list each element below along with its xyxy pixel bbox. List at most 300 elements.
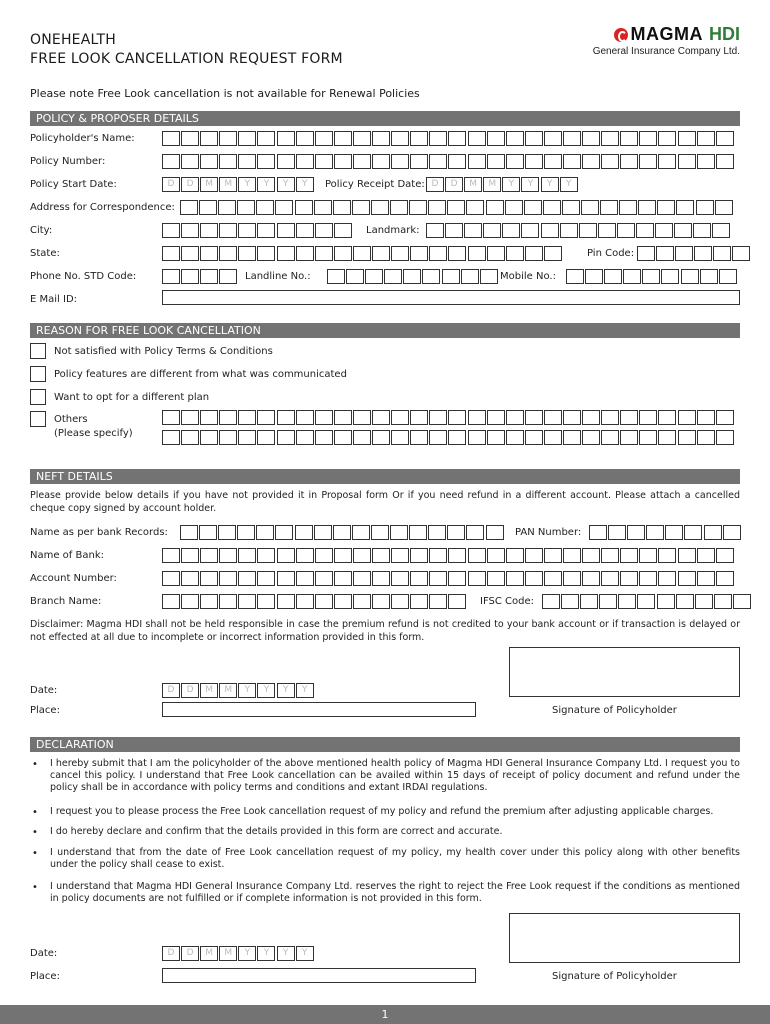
landmark-input[interactable] (426, 223, 732, 238)
char-box[interactable] (448, 594, 466, 609)
char-box[interactable] (639, 410, 657, 425)
char-box[interactable] (219, 154, 237, 169)
char-box[interactable] (256, 525, 274, 540)
char-box[interactable] (617, 223, 635, 238)
char-box[interactable] (620, 430, 638, 445)
char-box[interactable] (391, 410, 409, 425)
char-box[interactable] (487, 571, 505, 586)
char-box[interactable] (468, 571, 486, 586)
char-box[interactable] (544, 571, 562, 586)
char-box[interactable] (327, 269, 345, 284)
char-box[interactable] (581, 200, 599, 215)
char-box[interactable] (732, 246, 750, 261)
char-box[interactable] (162, 430, 180, 445)
char-box[interactable] (627, 525, 645, 540)
char-box[interactable] (219, 269, 237, 284)
char-box[interactable]: Y (257, 946, 275, 961)
char-box[interactable] (219, 223, 237, 238)
char-box[interactable] (601, 410, 619, 425)
char-box[interactable] (637, 594, 655, 609)
char-box[interactable] (372, 131, 390, 146)
char-box[interactable] (525, 410, 543, 425)
char-box[interactable] (410, 571, 428, 586)
char-box[interactable] (582, 571, 600, 586)
char-box[interactable] (296, 430, 314, 445)
char-box[interactable] (426, 223, 444, 238)
char-box[interactable] (696, 200, 714, 215)
char-box[interactable] (334, 430, 352, 445)
char-box[interactable] (200, 430, 218, 445)
char-box[interactable] (238, 246, 256, 261)
char-box[interactable] (257, 548, 275, 563)
char-box[interactable] (466, 525, 484, 540)
char-box[interactable] (524, 200, 542, 215)
char-box[interactable] (296, 594, 314, 609)
char-box[interactable] (410, 548, 428, 563)
char-box[interactable] (716, 430, 734, 445)
char-box[interactable] (333, 525, 351, 540)
char-box[interactable] (642, 269, 660, 284)
char-box[interactable] (716, 571, 734, 586)
char-box[interactable] (390, 525, 408, 540)
neft-place-input[interactable] (162, 702, 476, 717)
char-box[interactable] (384, 269, 402, 284)
char-box[interactable] (620, 410, 638, 425)
char-box[interactable]: D (181, 177, 199, 192)
char-box[interactable] (257, 223, 275, 238)
char-box[interactable] (181, 548, 199, 563)
char-box[interactable] (638, 200, 656, 215)
char-box[interactable] (723, 525, 741, 540)
char-box[interactable] (461, 269, 479, 284)
char-box[interactable] (448, 154, 466, 169)
char-box[interactable] (716, 131, 734, 146)
char-box[interactable] (277, 571, 295, 586)
char-box[interactable]: M (464, 177, 482, 192)
char-box[interactable] (447, 200, 465, 215)
char-box[interactable] (162, 269, 180, 284)
char-box[interactable] (601, 571, 619, 586)
char-box[interactable] (563, 571, 581, 586)
char-box[interactable] (391, 430, 409, 445)
char-box[interactable] (218, 525, 236, 540)
char-box[interactable] (665, 525, 683, 540)
char-box[interactable] (257, 246, 275, 261)
char-box[interactable]: Y (277, 683, 295, 698)
char-box[interactable] (715, 200, 733, 215)
char-box[interactable] (162, 410, 180, 425)
landline-input[interactable] (327, 269, 499, 284)
char-box[interactable] (678, 571, 696, 586)
char-box[interactable] (219, 410, 237, 425)
char-box[interactable] (410, 410, 428, 425)
char-box[interactable] (238, 594, 256, 609)
char-box[interactable]: Y (238, 683, 256, 698)
char-box[interactable] (428, 525, 446, 540)
char-box[interactable] (657, 200, 675, 215)
char-box[interactable] (372, 571, 390, 586)
char-box[interactable] (181, 430, 199, 445)
char-box[interactable] (296, 571, 314, 586)
char-box[interactable] (410, 131, 428, 146)
char-box[interactable] (713, 246, 731, 261)
char-box[interactable]: M (200, 946, 218, 961)
declaration-signature-box[interactable] (509, 913, 740, 963)
char-box[interactable] (162, 548, 180, 563)
char-box[interactable] (445, 223, 463, 238)
char-box[interactable] (712, 223, 730, 238)
char-box[interactable]: M (483, 177, 501, 192)
char-box[interactable] (353, 410, 371, 425)
neft-signature-box[interactable] (509, 647, 740, 697)
char-box[interactable] (655, 223, 673, 238)
char-box[interactable] (684, 525, 702, 540)
char-box[interactable] (410, 594, 428, 609)
char-box[interactable] (346, 269, 364, 284)
char-box[interactable] (429, 571, 447, 586)
char-box[interactable] (219, 548, 237, 563)
char-box[interactable]: Y (541, 177, 559, 192)
char-box[interactable]: Y (238, 177, 256, 192)
char-box[interactable] (333, 200, 351, 215)
char-box[interactable] (200, 131, 218, 146)
char-box[interactable] (314, 200, 332, 215)
char-box[interactable] (219, 430, 237, 445)
char-box[interactable] (277, 246, 295, 261)
char-box[interactable] (487, 154, 505, 169)
char-box[interactable] (544, 246, 562, 261)
char-box[interactable] (409, 525, 427, 540)
char-box[interactable] (429, 246, 447, 261)
char-box[interactable] (429, 410, 447, 425)
char-box[interactable]: Y (296, 177, 314, 192)
char-box[interactable] (315, 571, 333, 586)
char-box[interactable] (391, 548, 409, 563)
char-box[interactable] (238, 430, 256, 445)
char-box[interactable] (487, 548, 505, 563)
char-box[interactable] (295, 200, 313, 215)
char-box[interactable] (620, 548, 638, 563)
pan-number-input[interactable] (589, 525, 742, 540)
char-box[interactable] (200, 548, 218, 563)
char-box[interactable]: D (445, 177, 463, 192)
char-box[interactable] (566, 269, 584, 284)
others-specify-input-line2[interactable] (162, 430, 735, 445)
char-box[interactable] (410, 154, 428, 169)
char-box[interactable] (658, 410, 676, 425)
char-box[interactable] (487, 246, 505, 261)
char-box[interactable] (541, 223, 559, 238)
char-box[interactable] (714, 594, 732, 609)
char-box[interactable] (542, 594, 560, 609)
char-box[interactable] (525, 131, 543, 146)
ifsc-code-input[interactable] (542, 594, 752, 609)
char-box[interactable] (257, 410, 275, 425)
char-box[interactable] (658, 430, 676, 445)
char-box[interactable] (352, 525, 370, 540)
char-box[interactable] (544, 430, 562, 445)
char-box[interactable] (448, 410, 466, 425)
char-box[interactable] (468, 410, 486, 425)
mobile-input[interactable] (566, 269, 738, 284)
char-box[interactable] (372, 410, 390, 425)
char-box[interactable] (601, 131, 619, 146)
char-box[interactable] (589, 525, 607, 540)
char-box[interactable] (448, 131, 466, 146)
char-box[interactable] (296, 246, 314, 261)
char-box[interactable] (657, 594, 675, 609)
char-box[interactable] (334, 594, 352, 609)
char-box[interactable]: Y (238, 946, 256, 961)
char-box[interactable] (296, 548, 314, 563)
char-box[interactable] (391, 154, 409, 169)
char-box[interactable] (601, 548, 619, 563)
char-box[interactable] (353, 154, 371, 169)
char-box[interactable] (410, 246, 428, 261)
checkbox-different-plan[interactable] (30, 389, 46, 405)
char-box[interactable] (353, 430, 371, 445)
char-box[interactable] (563, 131, 581, 146)
char-box[interactable]: Y (277, 946, 295, 961)
char-box[interactable] (700, 269, 718, 284)
char-box[interactable] (487, 131, 505, 146)
char-box[interactable] (560, 223, 578, 238)
char-box[interactable] (448, 430, 466, 445)
char-box[interactable] (697, 571, 715, 586)
pin-code-input[interactable] (637, 246, 752, 261)
char-box[interactable] (639, 548, 657, 563)
char-box[interactable] (334, 548, 352, 563)
char-box[interactable] (716, 410, 734, 425)
char-box[interactable] (464, 223, 482, 238)
char-box[interactable] (544, 154, 562, 169)
char-box[interactable] (162, 131, 180, 146)
char-box[interactable] (238, 548, 256, 563)
char-box[interactable] (238, 131, 256, 146)
checkbox-features-different[interactable] (30, 366, 46, 382)
char-box[interactable] (200, 246, 218, 261)
char-box[interactable]: Y (502, 177, 520, 192)
char-box[interactable] (219, 131, 237, 146)
char-box[interactable]: Y (257, 683, 275, 698)
char-box[interactable] (295, 525, 313, 540)
declaration-date-input[interactable] (162, 946, 315, 961)
char-box[interactable] (658, 571, 676, 586)
address-input[interactable] (180, 200, 734, 215)
char-box[interactable] (218, 200, 236, 215)
char-box[interactable] (562, 200, 580, 215)
policy-receipt-date-input[interactable] (426, 177, 579, 192)
char-box[interactable] (639, 571, 657, 586)
char-box[interactable]: D (426, 177, 444, 192)
char-box[interactable]: M (219, 946, 237, 961)
char-box[interactable] (678, 154, 696, 169)
char-box[interactable] (219, 594, 237, 609)
char-box[interactable] (506, 410, 524, 425)
char-box[interactable] (658, 548, 676, 563)
char-box[interactable] (506, 246, 524, 261)
char-box[interactable] (162, 571, 180, 586)
char-box[interactable] (697, 430, 715, 445)
char-box[interactable] (429, 154, 447, 169)
char-box[interactable] (180, 525, 198, 540)
char-box[interactable] (694, 246, 712, 261)
char-box[interactable] (447, 525, 465, 540)
char-box[interactable] (733, 594, 751, 609)
char-box[interactable] (352, 200, 370, 215)
char-box[interactable] (582, 154, 600, 169)
char-box[interactable] (315, 548, 333, 563)
char-box[interactable] (646, 525, 664, 540)
char-box[interactable] (296, 154, 314, 169)
char-box[interactable] (619, 200, 637, 215)
char-box[interactable] (199, 525, 217, 540)
city-input[interactable] (162, 223, 353, 238)
char-box[interactable] (719, 269, 737, 284)
char-box[interactable] (162, 154, 180, 169)
char-box[interactable] (238, 154, 256, 169)
char-box[interactable] (237, 525, 255, 540)
char-box[interactable] (675, 246, 693, 261)
char-box[interactable] (334, 571, 352, 586)
char-box[interactable] (544, 131, 562, 146)
char-box[interactable] (257, 154, 275, 169)
char-box[interactable] (200, 154, 218, 169)
char-box[interactable] (365, 269, 383, 284)
branch-name-input[interactable] (162, 594, 468, 609)
char-box[interactable] (277, 410, 295, 425)
char-box[interactable] (238, 571, 256, 586)
char-box[interactable] (486, 525, 504, 540)
neft-date-input[interactable] (162, 683, 315, 698)
char-box[interactable] (525, 571, 543, 586)
char-box[interactable] (599, 594, 617, 609)
char-box[interactable] (585, 269, 603, 284)
char-box[interactable]: M (219, 683, 237, 698)
char-box[interactable] (658, 154, 676, 169)
char-box[interactable] (468, 548, 486, 563)
char-box[interactable] (716, 548, 734, 563)
char-box[interactable] (200, 571, 218, 586)
char-box[interactable] (181, 571, 199, 586)
char-box[interactable] (561, 594, 579, 609)
char-box[interactable] (580, 594, 598, 609)
char-box[interactable] (468, 131, 486, 146)
char-box[interactable] (676, 594, 694, 609)
char-box[interactable] (200, 223, 218, 238)
char-box[interactable] (277, 131, 295, 146)
char-box[interactable] (656, 246, 674, 261)
char-box[interactable] (199, 200, 217, 215)
char-box[interactable] (544, 410, 562, 425)
char-box[interactable] (448, 548, 466, 563)
char-box[interactable] (448, 571, 466, 586)
char-box[interactable] (716, 154, 734, 169)
char-box[interactable] (391, 246, 409, 261)
char-box[interactable] (391, 594, 409, 609)
char-box[interactable] (623, 269, 641, 284)
char-box[interactable] (181, 131, 199, 146)
char-box[interactable] (422, 269, 440, 284)
char-box[interactable] (466, 200, 484, 215)
char-box[interactable] (620, 571, 638, 586)
char-box[interactable] (601, 154, 619, 169)
char-box[interactable] (257, 594, 275, 609)
account-number-input[interactable] (162, 571, 735, 586)
email-input[interactable] (162, 290, 740, 305)
char-box[interactable] (608, 525, 626, 540)
char-box[interactable] (353, 131, 371, 146)
char-box[interactable] (371, 525, 389, 540)
char-box[interactable] (525, 548, 543, 563)
char-box[interactable] (639, 131, 657, 146)
char-box[interactable] (704, 525, 722, 540)
char-box[interactable] (371, 200, 389, 215)
char-box[interactable] (487, 430, 505, 445)
char-box[interactable] (334, 246, 352, 261)
char-box[interactable] (582, 430, 600, 445)
char-box[interactable] (506, 548, 524, 563)
char-box[interactable] (162, 594, 180, 609)
char-box[interactable] (277, 594, 295, 609)
name-bank-records-input[interactable] (180, 525, 505, 540)
char-box[interactable] (277, 430, 295, 445)
char-box[interactable]: M (200, 683, 218, 698)
name-of-bank-input[interactable] (162, 548, 735, 563)
char-box[interactable] (296, 223, 314, 238)
policyholder-name-input[interactable] (162, 131, 735, 146)
char-box[interactable]: Y (296, 946, 314, 961)
char-box[interactable] (237, 200, 255, 215)
char-box[interactable]: M (219, 177, 237, 192)
char-box[interactable] (563, 154, 581, 169)
char-box[interactable] (468, 246, 486, 261)
char-box[interactable]: Y (560, 177, 578, 192)
char-box[interactable] (334, 131, 352, 146)
char-box[interactable] (695, 594, 713, 609)
char-box[interactable] (315, 594, 333, 609)
char-box[interactable] (200, 269, 218, 284)
char-box[interactable] (582, 131, 600, 146)
char-box[interactable] (315, 223, 333, 238)
char-box[interactable] (256, 200, 274, 215)
char-box[interactable] (372, 154, 390, 169)
char-box[interactable] (315, 410, 333, 425)
char-box[interactable] (678, 430, 696, 445)
char-box[interactable] (506, 131, 524, 146)
char-box[interactable] (162, 223, 180, 238)
char-box[interactable] (353, 548, 371, 563)
char-box[interactable]: Y (296, 683, 314, 698)
char-box[interactable] (637, 246, 655, 261)
char-box[interactable] (506, 571, 524, 586)
char-box[interactable] (582, 410, 600, 425)
char-box[interactable] (275, 200, 293, 215)
char-box[interactable] (314, 525, 332, 540)
char-box[interactable] (678, 548, 696, 563)
char-box[interactable] (678, 131, 696, 146)
char-box[interactable]: Y (521, 177, 539, 192)
char-box[interactable] (315, 430, 333, 445)
char-box[interactable] (639, 154, 657, 169)
char-box[interactable] (334, 410, 352, 425)
char-box[interactable] (697, 410, 715, 425)
char-box[interactable] (521, 223, 539, 238)
char-box[interactable] (428, 200, 446, 215)
state-input[interactable] (162, 246, 563, 261)
char-box[interactable] (563, 548, 581, 563)
checkbox-others[interactable] (30, 411, 46, 427)
